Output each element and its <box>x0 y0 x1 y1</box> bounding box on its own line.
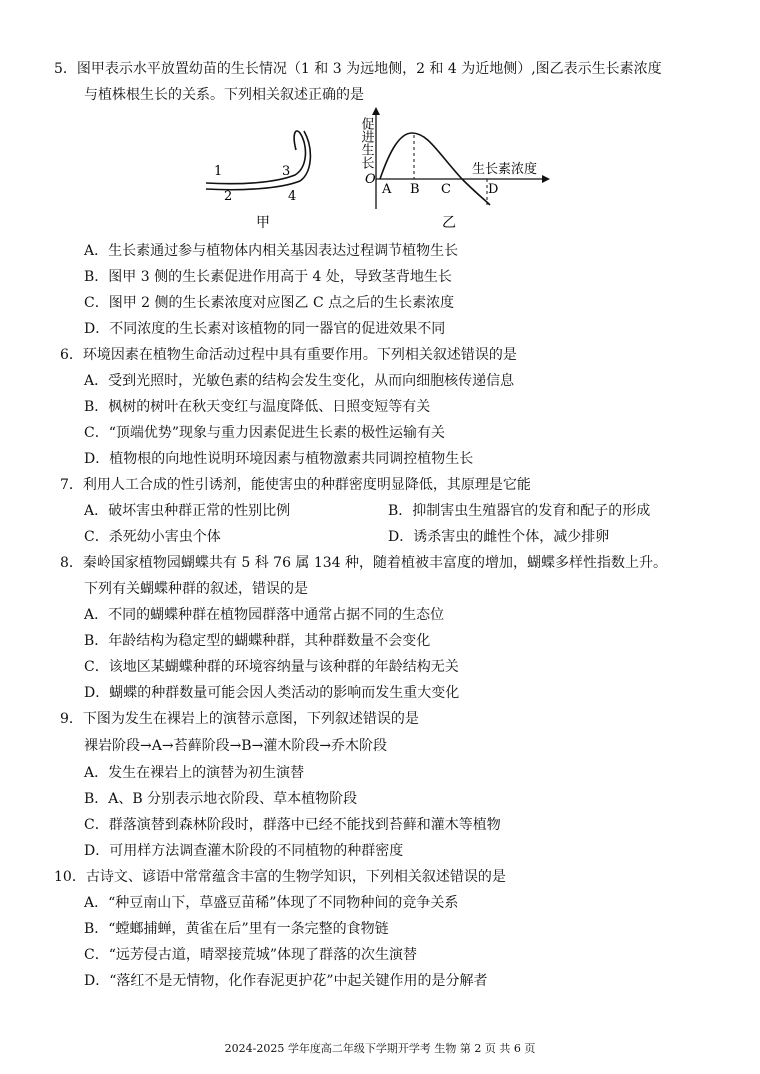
q8-stem-line2: 下列有关蝴蝶种群的叙述，错误的是 <box>84 581 308 597</box>
q8-option-b: B．年龄结构为稳定型的蝴蝶种群，其种群数量不会变化 <box>84 633 431 649</box>
q8-option-d: D．蝴蝶的种群数量可能会因人类活动的影响而发生重大变化 <box>84 685 460 701</box>
q5-stem-line1: 5．图甲表示水平放置幼苗的生长情况（1 和 3 为远地侧，2 和 4 为近地侧）,图乙表示生长素浓度 <box>54 61 662 77</box>
q8-stem-line1: 8．秦岭国家植物园蝴蝶共有 5 科 76 属 134 种，随着植被丰富度的增加，蝴蝶多样性指数上升。 <box>60 555 668 571</box>
q8-option-a: A．不同的蝴蝶种群在植物园群落中通常占据不同的生态位 <box>84 607 445 623</box>
q6-option-c: C．“顶端优势”现象与重力因素促进生长素的极性运输有关 <box>84 425 446 441</box>
seedling-label-3: 3 <box>282 164 291 179</box>
q5-option-a: A．生长素通过参与植物体内相关基因表达过程调节植物生长 <box>84 243 459 259</box>
y-axis-label: 促进生长 <box>358 117 374 169</box>
q7-stem: 7．利用人工合成的性引诱剂，能使害虫的种群密度明显降低，其原理是它能 <box>60 477 531 493</box>
x-axis-label: 生长素浓度 <box>472 162 538 177</box>
q7-option-c: C．杀死幼小害虫个体 <box>84 529 221 545</box>
point-A: A <box>382 182 392 197</box>
q6-option-b: B．枫树的树叶在秋天变红与温度降低、日照变短等有关 <box>84 399 431 415</box>
q9-option-b: B．A、B 分别表示地衣阶段、草本植物阶段 <box>84 791 358 807</box>
q9-option-c: C．群落演替到森林阶段时，群落中已经不能找到苔藓和灌木等植物 <box>84 817 501 833</box>
figure-jia-caption: 甲 <box>256 215 270 231</box>
q5-figure <box>200 105 550 235</box>
q10-option-b: B．“螳螂捕蝉，黄雀在后”里有一条完整的食物链 <box>84 921 389 937</box>
figure-yi-caption: 乙 <box>442 215 456 231</box>
q6-stem: 6．环境因素在植物生命活动过程中具有重要作用。下列相关叙述错误的是 <box>60 347 517 363</box>
figure-yi <box>359 107 551 231</box>
q5-option-b: B．图甲 3 侧的生长素促进作用高于 4 处，导致茎背地生长 <box>84 269 452 285</box>
q6-option-d: D．植物根的向地性说明环境因素与植物激素共同调控植物生长 <box>84 451 474 467</box>
seedling-label-2: 2 <box>224 189 233 204</box>
q8-option-c: C．该地区某蝴蝶种群的环境容纳量与该种群的年龄结构无关 <box>84 659 459 675</box>
seedling-label-4: 4 <box>288 189 297 204</box>
q5-option-c: C．图甲 2 侧的生长素浓度对应图乙 C 点之后的生长素浓度 <box>84 295 455 311</box>
q9-sequence: 裸岩阶段→A→苔藓阶段→B→灌木阶段→乔木阶段 <box>84 738 388 754</box>
q9-stem: 9．下图为发生在裸岩上的演替示意图，下列叙述错误的是 <box>60 711 419 727</box>
seedling-label-1: 1 <box>214 164 223 179</box>
q7-option-b: B．抑制害虫生殖器官的发育和配子的形成 <box>388 503 651 519</box>
q10-option-a: A．“种豆南山下，草盛豆苗稀”体现了不同物种间的竞争关系 <box>84 895 459 911</box>
point-C: C <box>441 182 451 197</box>
q7-option-a: A．破坏害虫种群正常的性别比例 <box>84 503 291 519</box>
q9-option-d: D．可用样方法调查灌木阶段的不同植物的种群密度 <box>84 843 404 859</box>
q7-option-d: D．诱杀害虫的雌性个体，减少排卵 <box>388 529 610 545</box>
point-B: B <box>410 182 420 197</box>
page-footer: 2024-2025 学年度高二年级下学期开学考 生物 第 2 页 共 6 页 <box>224 1042 536 1055</box>
q10-option-c: C．“远芳侵古道，晴翠接荒城”体现了群落的次生演替 <box>84 947 418 963</box>
q10-stem: 10．古诗文、谚语中常常蕴含丰富的生物学知识，下列相关叙述错误的是 <box>54 869 506 885</box>
figure-jia <box>206 131 310 231</box>
q10-option-d: D．“落红不是无情物，化作春泥更护花”中起关键作用的是分解者 <box>84 973 488 989</box>
q5-stem-line2: 与植株根生长的关系。下列相关叙述正确的是 <box>84 87 364 103</box>
q5-option-d: D．不同浓度的生长素对该植物的同一器官的促进效果不同 <box>84 321 446 337</box>
q9-option-a: A．发生在裸岩上的演替为初生演替 <box>84 765 305 781</box>
q6-option-a: A．受到光照时，光敏色素的结构会发生变化，从而向细胞核传递信息 <box>84 373 515 389</box>
origin-label: O <box>365 172 376 187</box>
point-D: D <box>488 182 499 197</box>
